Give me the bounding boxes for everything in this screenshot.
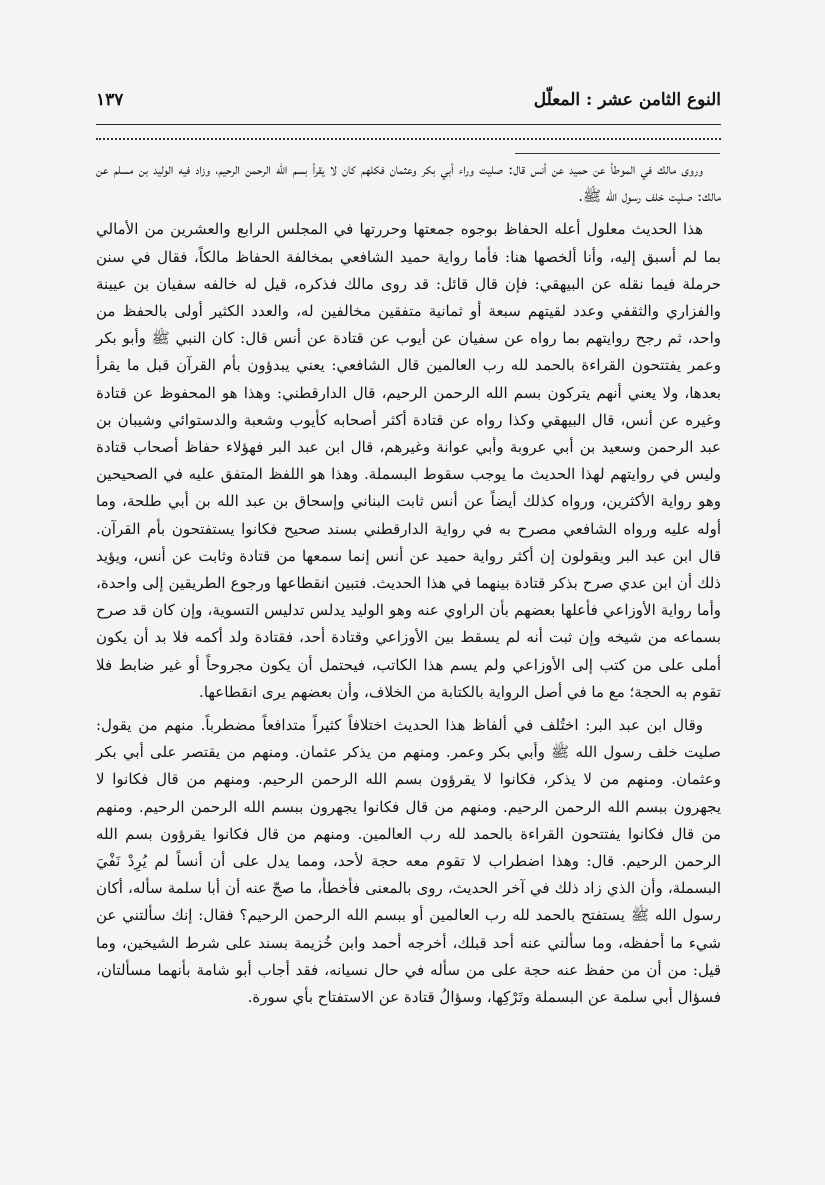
running-header [96,86,721,122]
body-text [96,156,721,1017]
paragraph-1: وروى مالك في الموطأ عن حميد عن أنس قال: صليت وراء أبي بكر وعثمان فكلهم كان لا يقرأ بسم الله الرحمن الرحيم، وزاد فيه الوليد بن مسلم عن مالك: صليت خلف رسول الله ﷺ. [96,160,721,206]
paragraph-2: هذا الحديث معلول أعله الحفاظ بوجوه جمعتها وحررتها في المجلس الرابع والعشرين من الأمالي بما لم أسبق إليه، وأنا ألخصها هنا: فأما رواية حميد الشافعي بمخالفة الحفاظ مالكاً، فقال في سنن حرملة فيما نقله عن البيهقي: فإن قال قائل: قد روى مالك فذكره، قيل له خالفه سفيان بن عيينة والفزاري والثقفي وعدد لقيتهم سبعة أو ثمانية متفقين مخالفين له، والعدد الكثير أولى بالحفظ من واحد، ثم رجح روايتهم بما رواه عن سفيان عن أيوب عن قتادة عن أنس قال: كان النبي ﷺ وأبو بكر وعمر يفتتحون القراءة بالحمد لله رب العالمين قال الشافعي: يعني يبدؤون بأم القرآن قبل ما يقرأ بعدها، ولا يعني أنهم يتركون بسم الله الرحمن الرحيم، قال الدارقطني: وهذا هو المحفوظ عن قتادة وغيره عن أنس، قال البيهقي وكذا رواه عن قتادة أكثر أصحابه كأيوب وشعبة والدستوائي وشيبان بن عبد الرحمن وسعيد بن أبي عروبة وأبي عوانة وغيرهم، قال ابن عبد البر فهؤلاء حفاظ أصحاب قتادة وليس في روايتهم لهذا الحديث ما يوجب سقوط البسملة. وهذا هو اللفظ المتفق عليه في الصحيحين وهو رواية الأكثرين، ورواه كذلك أيضاً عن أنس ثابت البناني وإسحاق بن عبد الله بن أبي طلحة، وما أوله عليه ورواه الشافعي مصرح به في رواية الدارقطني بسند صحيح فكانوا يستفتحون بأم القرآن. قال ابن عبد البر ويقولون إن أكثر رواية حميد عن أنس إنما سمعها من قتادة وثابت عن أنس، ويؤيد ذلك أن ابن عدي صرح بذكر قتادة بينهما في هذا الحديث. فتبين انقطاعها ورجوع الطريقين إلى واحدة، وأما رواية الأوزاعي فأعلها بعضهم بأن الراوي عنه وهو الوليد يدلس تدليس التسوية، وإن كان قد صرح بسماعه من شيخه وإن ثبت أنه لم يسقط بين الأوزاعي وقتادة أحد، فقتادة ولد أكمه فلا بد أن يكون أملى على من كتب إلى الأوزاعي ولم يسم هذا الكاتب، فيحتمل أن يكون مجروحاً أو غير ضابط فلا تقوم به الحجة؛ مع ما في أصل الرواية بالكتابة من الخلاف، وأن بعضهم يرى انقطاعها. [96,220,721,701]
dotted-divider [96,138,721,140]
header-rule [96,124,721,125]
paragraph-3: وقال ابن عبد البر: اختُلف في ألفاظ هذا الحديث اختلافاً كثيراً متدافعاً مضطرباً. منهم من يقول: صليت خلف رسول الله ﷺ وأبي بكر وعمر. ومنهم من يذكر عثمان. ومنهم من يقتصر على أبي بكر وعثمان. ومنهم من لا يذكر، فكانوا لا يقرؤون بسم الله الرحمن الرحيم. ومنهم من قال فكانوا لا يجهرون ببسم الله الرحمن الرحيم. ومنهم من قال فكانوا يجهرون ببسم الله الرحمن الرحيم. ومنهم من قال فكانوا يفتتحون القراءة بالحمد لله رب العالمين. ومنهم من قال فكانوا يقرؤون بسم الله الرحمن الرحيم. قال: وهذا اضطراب لا تقوم معه حجة لأحد، ومما يدل على أن أنساً لم يُرِدْ نَفْيَ البسملة، وأن الذي زاد ذلك في آخر الحديث، روى بالمعنى فأخطأ، ما صحّ عنه أن أبا سلمة سأله، أكان رسول الله ﷺ يستفتح بالحمد لله رب العالمين أو ببسم الله الرحمن الرحيم؟ فقال: إنك سألتني عن شيء ما أحفظه، وما سألني عنه أحد قبلك، أخرجه أحمد وابن خُزيمة بسند على شرط الشيخين، وما قيل: من أن من حفظ عنه حجة على من سأله في حال نسيانه، فقد أجاب أبو شامة بأنهما مسألتان، فسؤال أبي سلمة عن البسملة وتَرْكِها، وسؤالُ قتادة عن الاستفتاح بأي سورة. [96,716,721,1007]
chapter-title: النوع الثامن عشر : المعلّل [533,90,721,110]
page-number: ١٣٧ [96,90,124,110]
section-rule [515,153,720,154]
